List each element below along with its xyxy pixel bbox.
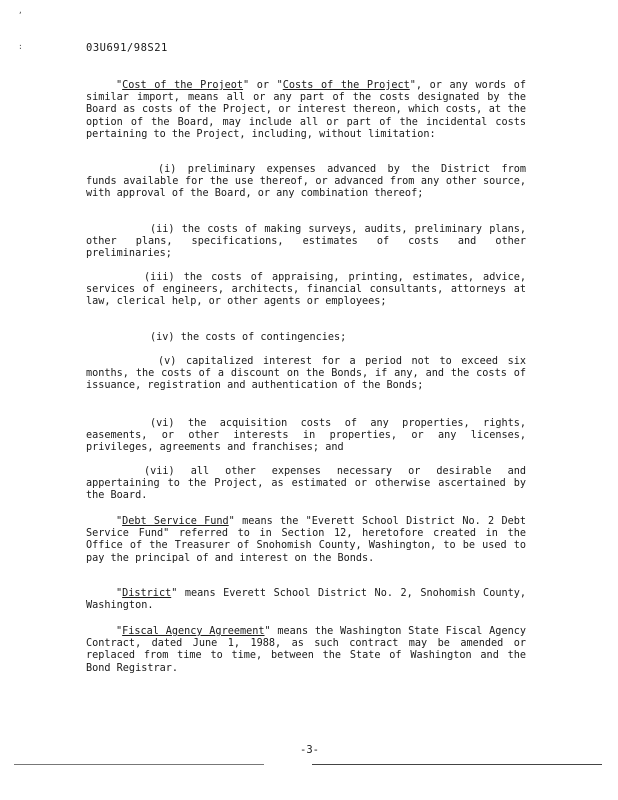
definition-text: , or any words of similar import, means all or any part of the costs designated by the Board as costs of the Project, or interest thereon, which costs, at the option of the Board, may include all or part of the incidental costs pertaining to the Project, including, without limitation: [86,80,526,140]
list-item [86,224,526,261]
list-item [86,164,526,201]
definition-text: means Everett School District No. 2, Snohomish County, Washington. [86,588,526,612]
definition-text: means the Washington State Fiscal Agency Contract, dated June 1, 1988, as such contract may be amended or replaced from time to time, between the State of Washington and the Bond Registrar. [86,626,526,674]
item-text: the costs of appraising, printing, estimates, advice, services of engineers, architects, financial consultants, attorneys at law, clerical help, or other agents or employees; [86,272,526,308]
list-item [86,418,526,455]
item-text: preliminary expenses advanced by the District from funds available for the use thereof, or advanced from any other source, with approval of the Board, or any combination thereof; [86,164,526,200]
definition-cost-of-project: "Cost of the Projeot" or "Costs of the Project", or any words of similar import, means all or any part of the costs designated by the Board as costs of the Project, or interest thereon, which costs, at the option of the Board, may include all or part of the incidental costs pertaining to the Project, including, without limitation: [86,80,526,140]
list-item [86,356,526,393]
definition-text: means the "Everett School District No. 2 Debt Service Fund" referred to in Section 12, heretofore created in the Office of the Treasurer of Snohomish County, Washington, to be used to pay the principal of and interest on the Bonds. [86,516,526,564]
item-label: (v) [158,356,177,367]
item-label: (iv) [150,332,175,343]
item-text: the costs of making surveys, audits, preliminary plans, other plans, specifications, estimates of costs and other preliminaries; [86,224,526,260]
scan-artifact-line [14,764,264,765]
defined-term: Debt Service Fund [122,516,229,527]
definition-debt-service-fund: "Debt Service Fund" means the "Everett School District No. 2 Debt Service Fund" referred to in Section 12, heretofore created in the Office of the Treasurer of Snohomish County, Washington, to be used to pay the principal of and interest on the Bonds. [86,516,526,564]
defined-term: Fiscal Agency Agreement [122,626,265,637]
scan-mark: , [18,6,23,15]
connector-text: or [249,80,277,91]
defined-term: Cost of the Projeot [122,80,244,91]
defined-term: Costs of the Project [282,80,410,91]
list-item [86,332,526,344]
defined-term: District [122,588,172,599]
page-number: -3- [300,744,319,756]
list-item [86,466,526,503]
item-label: (ii) [150,224,175,235]
item-text: the acquisition costs of any properties, rights, easements, or other interests in properties, or any licenses, privileges, agreements and franchises; and [86,418,526,454]
document-id: 03U691/98S21 [86,42,168,54]
item-text: all other expenses necessary or desirable and appertaining to the Project, as estimated or otherwise ascertained by the Board. [86,466,526,502]
definition-district: "District" means Everett School District No. 2, Snohomish County, Washington. [86,588,526,612]
item-label: (vi) [150,418,175,429]
item-label: (iii) [144,272,175,283]
item-text: capitalized interest for a period not to exceed six months, the costs of a discount on the Bonds, if any, and the costs of issuance, registration and authentication of the Bonds; [86,356,526,392]
item-label: (vii) [144,466,175,477]
item-label: (i) [158,164,177,175]
definition-fiscal-agency-agreement: "Fiscal Agency Agreement" means the Washington State Fiscal Agency Contract, dated June 1, 1988, as such contract may be amended or replaced from time to time, between the State of Washington and the Bond Registrar. [86,626,526,674]
scan-mark: : [18,42,23,51]
list-item [86,272,526,309]
scan-artifact-line [312,764,602,765]
item-text: the costs of contingencies; [180,332,347,343]
